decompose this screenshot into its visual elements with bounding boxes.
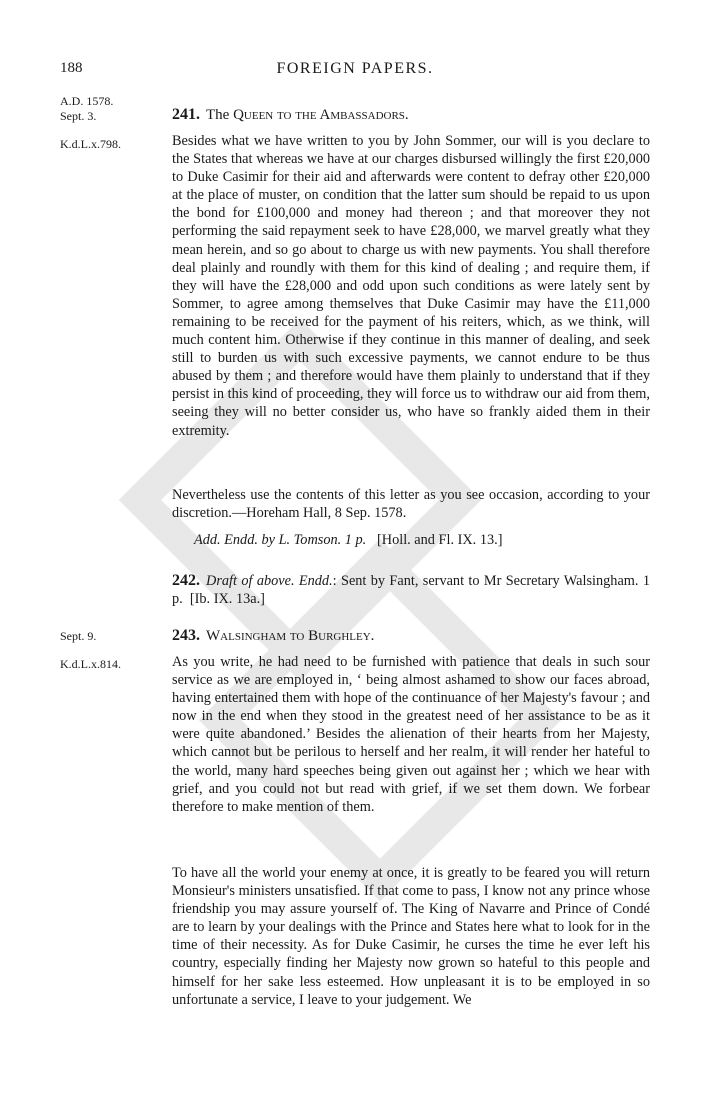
page-number: 188 — [60, 60, 83, 76]
entry-number: 243. — [172, 627, 200, 644]
running-title: FOREIGN PAPERS. — [276, 60, 434, 77]
archive-reference: [Ib. IX. 13a.] — [189, 591, 265, 608]
margin-date: Sept. 3. — [60, 109, 97, 123]
entry-paragraph: As you write, he had need to be furnished with patience that deals in such sour service as we are employed in, ‘ being almost ashamed to show our faces abroad, having entertained them with hope of the continuance of her Majesty's favour ; and now in the end when they stood in the greatest need of her assistance to be as it were quite abandoned.’ Besides the alienation of their hearts from her Majesty, which cannot but be perilous to herself and her realm, it will render her hateful to the world, many hard speeches being given out against her ; which we hear with grief, and you could not but read with grief, if we set them down. We forbear therefore to make mention of them. — [172, 654, 650, 815]
entry-text: : Sent by Fant, servant to Mr Secretary Walsingham. 1 p. — [172, 573, 651, 608]
margin-year: A.D. 1578. — [60, 94, 114, 108]
entry-heading-241 — [172, 106, 652, 124]
margin-date: Sept. 9. — [60, 629, 97, 643]
entry-paragraph: Besides what we have written to you by John Sommer, our will is you declare to the States that whereas we have at our charges disbursed willingly the first £20,000 to Duke Casimir for their aid and afterwards were content to defray other £20,000 at the place of muster, on condition that the latter sum should be repaid to us upon the bond for £100,000 and money had thereon ; and that moreover they not performing the said repayment seek to have £28,000, we marvel greatly what they mean herein, and so go about to charge us with new payments. You shall therefore deal plainly and roundly with them for this kind of dealing ; and require them, if they will have the £28,000 and odd upon such conditions as were lately sent by Sommer, to agree among themselves that Duke Casimir may have the £11,000 remaining to be received for the payment of his reiters, which, as we think, will much content him. Otherwise if they continue in this manner of dealing, and seek still to burden us with such excessive payments, we cannot endure to be thus abused by them ; and therefore would have them plainly to understand that if they persist in this kind of proceeding, they will force us to withdraw our aid from them, seeing they will no better consider us, who have so frankly aided them in their extremity. — [172, 133, 650, 439]
entry-paragraph: Nevertheless use the contents of this letter as you see occasion, according to your discretion.—Horeham Hall, 8 Sep. 1578. — [172, 487, 650, 522]
endorsement-text: Add. Endd. by L. Tomson. 1 p. — [194, 532, 367, 548]
archive-reference: [Holl. and Fl. IX. 13.] — [376, 532, 503, 548]
margin-reference: K.d.L.x.814. — [60, 657, 121, 671]
endorsement-note — [194, 532, 654, 549]
entry-paragraph: To have all the world your enemy at once, it is greatly to be feared you will return Monsieur's ministers unsatisfied. If that come to pass, I know not any prince whose friendship you may assure yourself of. The King of Navarre and Prince of Condé are to learn by your dealings with the Prince and States here what to look for in the time of their necessity. As for Duke Casimir, he curses the time he ever left his country, especially finding her Majesty now grown so hateful to this people and himself for her sake less esteemed. How unpleasant it is to be employed in so unfortunate a service, I leave to your judgement. We — [172, 865, 650, 1008]
page-header — [60, 60, 650, 84]
entry-italic-text: Draft of above. Endd. — [206, 573, 333, 589]
entry-heading-243 — [172, 627, 652, 645]
margin-reference: K.d.L.x.798. — [60, 137, 121, 151]
entry-title: Queen to the Ambassadors. — [233, 107, 409, 123]
entry-title: Walsingham to Burghley. — [206, 628, 375, 644]
entry-number: 241. — [172, 106, 200, 123]
entry-242 — [172, 572, 650, 608]
entry-number: 242. — [172, 572, 200, 589]
entry-title-prefix: The — [206, 107, 234, 123]
